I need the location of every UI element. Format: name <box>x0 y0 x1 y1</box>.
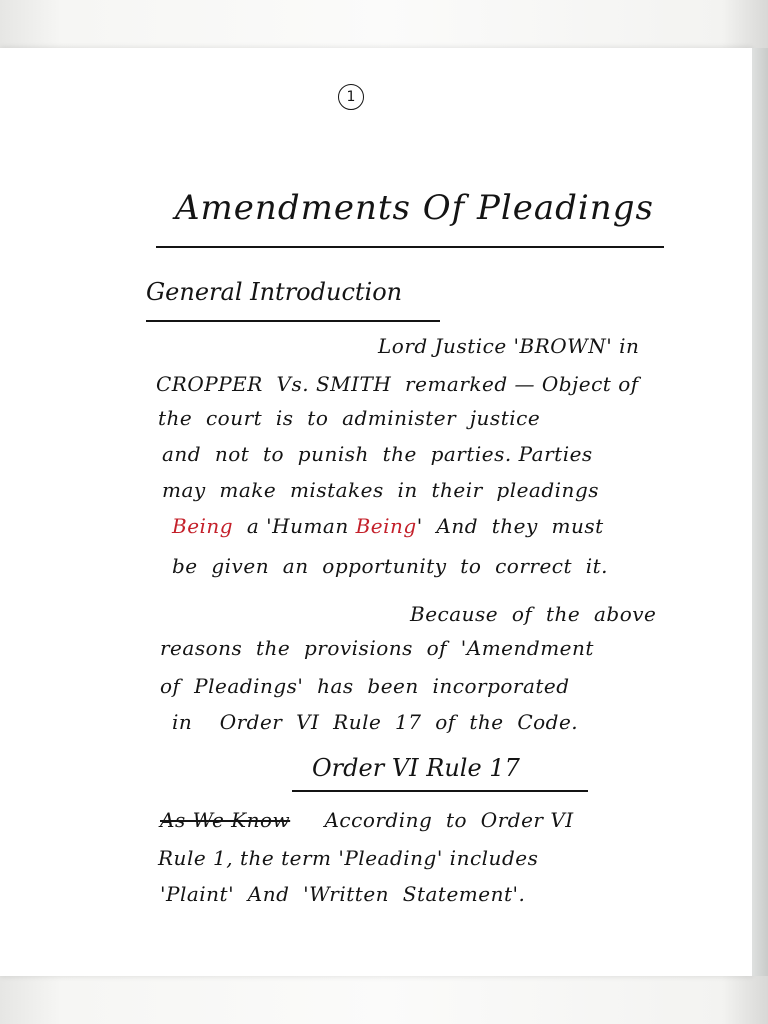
paragraph-2-line-1: Because of the above <box>410 602 657 626</box>
paragraph-3-line-1-rest: According to Order VI <box>324 808 574 832</box>
paragraph-3-line-1 <box>160 808 574 832</box>
section-heading-underline <box>146 320 440 322</box>
paragraph-1-line-2: CROPPER Vs. SMITH remarked — Object of <box>156 372 639 396</box>
page-edge <box>752 48 768 976</box>
red-word-being-2: Being <box>355 514 417 538</box>
paragraph-3-line-3: 'Plaint' And 'Written Statement'. <box>160 882 526 906</box>
paragraph-2-line-2: reasons the provisions of 'Amendment <box>160 636 594 660</box>
paragraph-2-line-4: in Order VI Rule 17 of the Code. <box>172 710 579 734</box>
struck-text: As We Know <box>160 808 291 832</box>
subheading: Order VI Rule 17 <box>312 754 520 782</box>
section-heading: General Introduction <box>146 278 403 306</box>
paragraph-1-line-4: and not to punish the parties. Parties <box>162 442 593 466</box>
title-underline <box>156 246 664 248</box>
paragraph-1-line-1: Lord Justice 'BROWN' in <box>378 334 640 358</box>
paragraph-1-line-6 <box>172 514 604 538</box>
line-6-part-b: ' And they must <box>416 514 604 538</box>
paragraph-3-line-2: Rule 1, the term 'Pleading' includes <box>158 846 539 870</box>
page-title: Amendments Of Pleadings <box>175 188 654 228</box>
paragraph-1-line-7: be given an opportunity to correct it. <box>172 554 609 578</box>
paragraph-2-line-3: of Pleadings' has been incorporated <box>160 674 570 698</box>
line-6-part-a: a 'Human <box>246 514 356 538</box>
subheading-underline <box>292 790 588 792</box>
red-word-being: Being <box>172 514 234 538</box>
paragraph-1-line-3: the court is to administer justice <box>158 406 541 430</box>
page-number: 1 <box>338 84 364 110</box>
paragraph-1-line-5: may make mistakes in their pleadings <box>162 478 600 502</box>
